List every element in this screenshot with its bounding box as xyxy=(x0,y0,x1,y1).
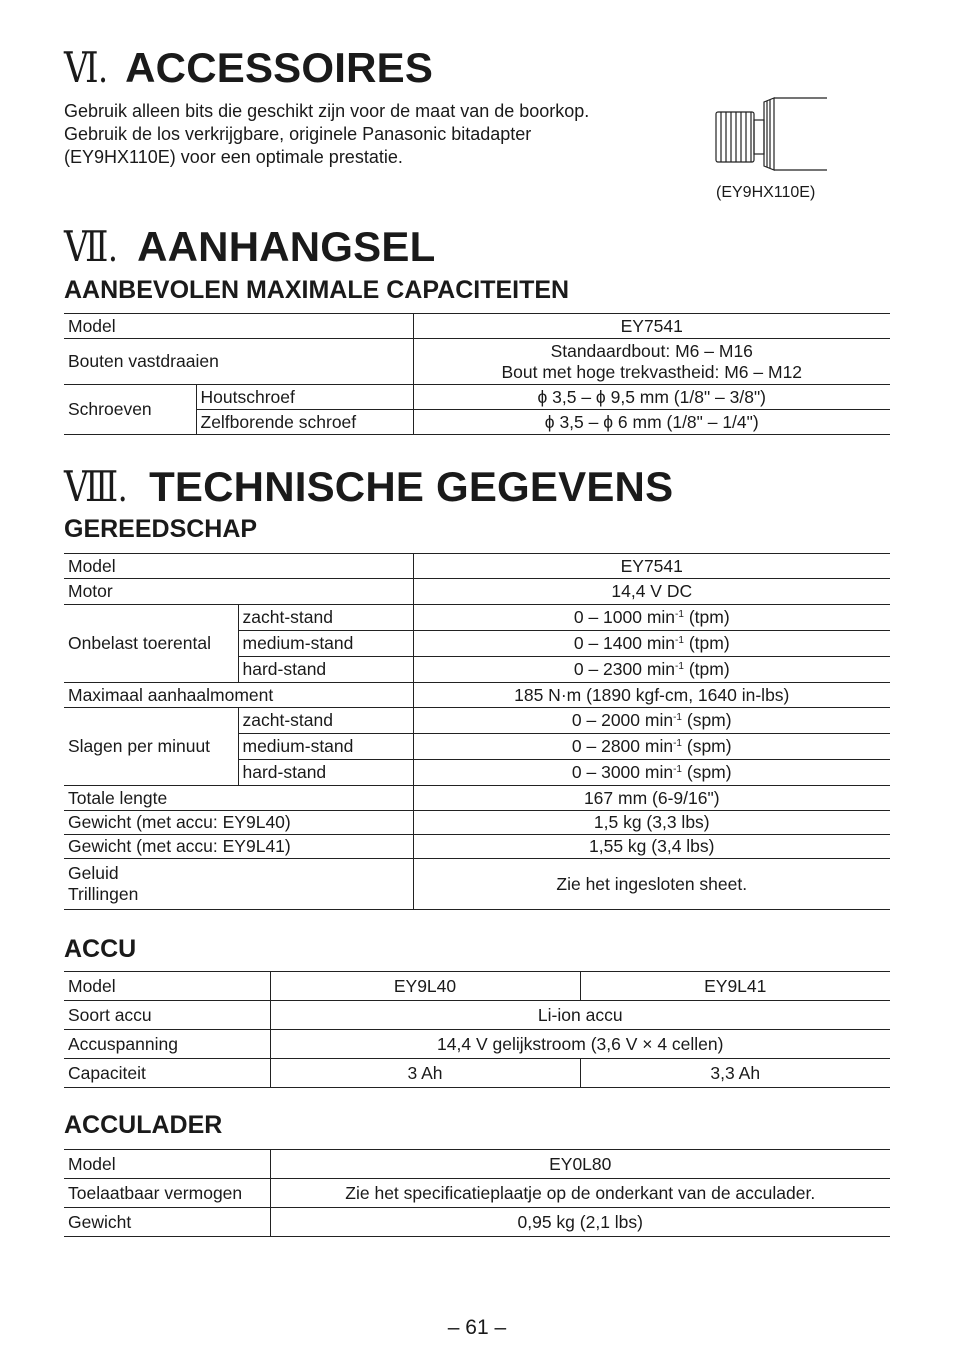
accessoires-text xyxy=(64,100,606,169)
cell-label: Model xyxy=(64,972,270,1001)
cell-value: 3,3 Ah xyxy=(580,1059,890,1088)
cell-value: EY7541 xyxy=(413,554,890,579)
table-row xyxy=(64,708,890,734)
unit: (spm) xyxy=(686,736,732,756)
cell-value xyxy=(413,657,890,683)
cell-label: Gewicht (met accu: EY9L40) xyxy=(64,811,413,835)
speed-value: 0 – 2300 min xyxy=(573,659,676,679)
section-number: Ⅶ. xyxy=(64,225,118,271)
table-row xyxy=(64,385,890,410)
section-aanhangsel-heading xyxy=(64,223,436,271)
cell-value: 14,4 V gelijkstroom (3,6 V × 4 cellen) xyxy=(270,1030,890,1059)
table-row xyxy=(64,1001,890,1030)
cell-label: Model xyxy=(64,1150,270,1179)
unit: (spm) xyxy=(686,710,732,730)
cell-label: Totale lengte xyxy=(64,786,413,811)
impact-value: 0 – 3000 min xyxy=(571,762,674,782)
section-number: Ⅵ. xyxy=(64,46,108,92)
cell-label xyxy=(64,859,413,910)
unit: (tpm) xyxy=(688,607,730,627)
cell-value: EY0L80 xyxy=(270,1150,890,1179)
table-row xyxy=(64,1030,890,1059)
cell-label: Schroeven xyxy=(64,385,196,435)
page-number: – 61 – xyxy=(447,1316,507,1339)
cell-label: Model xyxy=(64,314,413,339)
acculader-table xyxy=(64,1149,890,1237)
exponent: -1 xyxy=(673,738,682,749)
cell-sublabel: medium-stand xyxy=(238,734,413,760)
exponent: -1 xyxy=(675,661,684,672)
section-title: TECHNISCHE GEGEVENS xyxy=(149,463,674,510)
cell-value xyxy=(413,734,890,760)
cell-value: 14,4 V DC xyxy=(413,579,890,605)
cell-value: 1,55 kg (3,4 lbs) xyxy=(413,835,890,859)
cell-sublabel: zacht-stand xyxy=(238,708,413,734)
table-row xyxy=(64,1150,890,1179)
exponent: -1 xyxy=(673,712,682,723)
cell-label: Maximaal aanhaalmoment xyxy=(64,683,413,708)
table-row xyxy=(64,1059,890,1088)
cell-value xyxy=(413,631,890,657)
gereedschap-subtitle: GEREEDSCHAP xyxy=(64,515,258,543)
cell-value xyxy=(413,605,890,631)
bit-adapter-illustration xyxy=(712,96,832,206)
cell-value: 0,95 kg (2,1 lbs) xyxy=(270,1208,890,1237)
exponent: -1 xyxy=(673,764,682,775)
table-row xyxy=(64,972,890,1001)
unit: (spm) xyxy=(686,762,732,782)
section-title: ACCESSOIRES xyxy=(125,44,434,91)
table-row xyxy=(64,554,890,579)
section-technisch-heading xyxy=(64,463,674,511)
cell-sublabel: zacht-stand xyxy=(238,605,413,631)
table-row xyxy=(64,811,890,835)
speed-value: 0 – 1400 min xyxy=(573,633,676,653)
cell-line: Trillingen xyxy=(68,884,139,904)
cell-label: Onbelast toerental xyxy=(64,605,238,683)
cell-label: Soort accu xyxy=(64,1001,270,1030)
aanhangsel-subtitle: AANBEVOLEN MAXIMALE CAPACITEITEN xyxy=(64,276,570,304)
capaciteiten-table xyxy=(64,313,890,435)
cell-label: Motor xyxy=(64,579,413,605)
exponent: -1 xyxy=(675,635,684,646)
cell-label: Capaciteit xyxy=(64,1059,270,1088)
table-row xyxy=(64,1179,890,1208)
unit: (tpm) xyxy=(688,659,730,679)
bit-adapter-caption: (EY9HX110E) xyxy=(716,184,816,201)
accessoires-paragraph-2: Gebruik de los verkrijgbare, originele Panasonic bitadapter (EY9HX110E) voor een optimale prestatie. xyxy=(64,124,532,167)
cell-value: 185 N·m (1890 kgf-cm, 1640 in-lbs) xyxy=(413,683,890,708)
impact-value: 0 – 2800 min xyxy=(571,736,674,756)
cell-value: Zie het ingesloten sheet. xyxy=(413,859,890,910)
cell-label: Toelaatbaar vermogen xyxy=(64,1179,270,1208)
cell-label: Accuspanning xyxy=(64,1030,270,1059)
accu-table xyxy=(64,971,890,1088)
cell-value xyxy=(413,708,890,734)
cell-value: EY9L40 xyxy=(270,972,580,1001)
accu-subtitle: ACCU xyxy=(64,935,137,963)
section-number: Ⅷ. xyxy=(64,465,128,511)
acculader-subtitle: ACCULADER xyxy=(64,1111,223,1139)
cell-line: Bout met hoge trekvastheid: M6 – M12 xyxy=(501,361,803,382)
cell-value: 3 Ah xyxy=(270,1059,580,1088)
cell-sublabel: medium-stand xyxy=(238,631,413,657)
cell-label: Gewicht xyxy=(64,1208,270,1237)
table-row xyxy=(64,579,890,605)
cell-label: Model xyxy=(64,554,413,579)
cell-value xyxy=(413,339,890,385)
impact-value: 0 – 2000 min xyxy=(571,710,674,730)
cell-value: Li-ion accu xyxy=(270,1001,890,1030)
table-row xyxy=(64,786,890,811)
speed-value: 0 – 1000 min xyxy=(573,607,676,627)
bit-adapter-icon xyxy=(712,96,832,172)
cell-value: ϕ 3,5 – ϕ 9,5 mm (1/8" – 3/8") xyxy=(413,385,890,410)
cell-label: Slagen per minuut xyxy=(64,708,238,786)
cell-sublabel: hard-stand xyxy=(238,657,413,683)
table-row xyxy=(64,1208,890,1237)
cell-value: EY9L41 xyxy=(580,972,890,1001)
cell-label: Gewicht (met accu: EY9L41) xyxy=(64,835,413,859)
cell-value: 167 mm (6-9/16") xyxy=(413,786,890,811)
cell-sublabel: hard-stand xyxy=(238,760,413,786)
cell-line: Geluid xyxy=(68,863,119,883)
section-title: AANHANGSEL xyxy=(137,223,436,270)
accessoires-paragraph-1: Gebruik alleen bits die geschikt zijn voor de maat van de boorkop. xyxy=(64,101,590,121)
cell-value xyxy=(413,760,890,786)
table-row xyxy=(64,314,890,339)
gereedschap-table xyxy=(64,553,890,910)
table-row xyxy=(64,859,890,910)
cell-sublabel: Zelfborende schroef xyxy=(196,410,413,435)
cell-value: 1,5 kg (3,3 lbs) xyxy=(413,811,890,835)
table-row xyxy=(64,835,890,859)
cell-value: ϕ 3,5 – ϕ 6 mm (1/8" – 1/4") xyxy=(413,410,890,435)
cell-sublabel: Houtschroef xyxy=(196,385,413,410)
unit: (tpm) xyxy=(688,633,730,653)
table-row xyxy=(64,605,890,631)
table-row xyxy=(64,339,890,385)
cell-line: Standaardbout: M6 – M16 xyxy=(550,340,753,361)
exponent: -1 xyxy=(675,609,684,620)
cell-label: Bouten vastdraaien xyxy=(64,339,413,385)
section-accessoires-heading xyxy=(64,44,434,92)
table-row xyxy=(64,683,890,708)
cell-value: EY7541 xyxy=(413,314,890,339)
cell-value: Zie het specificatieplaatje op de onderkant van de acculader. xyxy=(270,1179,890,1208)
